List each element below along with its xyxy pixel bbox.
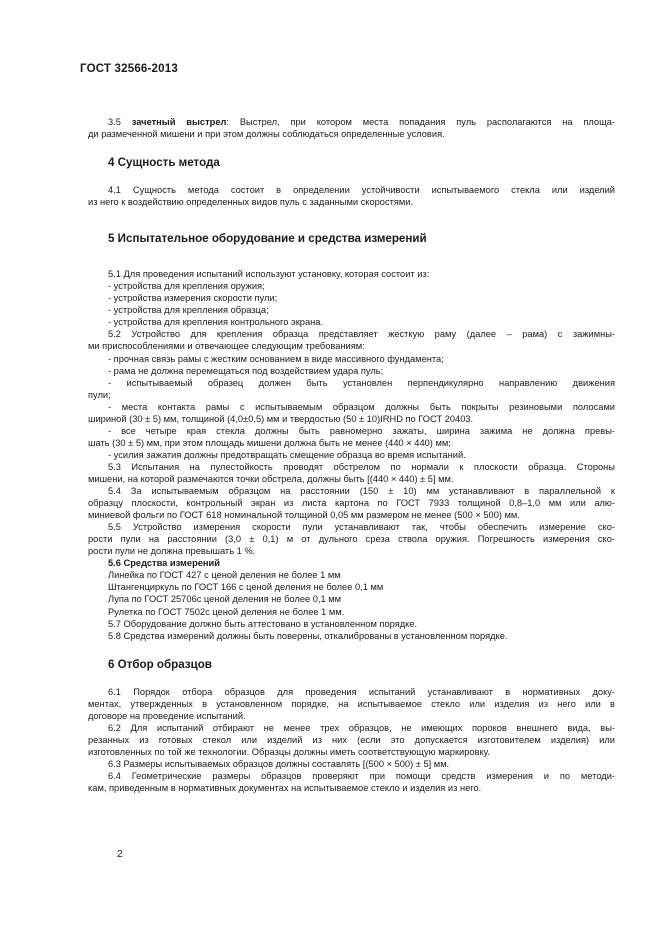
paragraph-line [88, 268, 615, 280]
line-text: 5.4 За испытываемым образцом на расстоянии (150 ± 10) мм устанавливают в параллельной к [108, 486, 615, 497]
line-text: : Выстрел, при котором места попадания пуль располагаются на площа- [226, 117, 615, 127]
paragraph-line [88, 734, 615, 746]
line-text: Рулетка по ГОСТ 7502с ценой деления не более 1 мм. [108, 606, 345, 617]
paragraph-line [88, 770, 615, 782]
line-text: изготовленных по той же технологии. Образцы должны иметь соответствующую маркировку. [88, 746, 490, 757]
paragraph-line [88, 533, 615, 545]
paragraph-line [88, 497, 615, 509]
paragraph-line [88, 521, 615, 533]
paragraph-line [88, 116, 615, 128]
line-text: Штангенциркуль по ГОСТ 166 с ценой деления не более 0,1 мм [108, 582, 384, 593]
bold-term: зачетный выстрел [131, 117, 227, 127]
paragraph-line [88, 425, 615, 437]
paragraph-line [88, 328, 615, 340]
paragraph-line [88, 710, 615, 722]
line-text: шириной (30 ± 5) мм, толщиной (4,0±0,5) мм и твердостью (50 ± 10)IRHD по ГОСТ 20403. [88, 413, 474, 424]
paragraph-line [88, 746, 615, 758]
line-text: рости пули не должна превышать 1 %. [88, 546, 256, 557]
paragraph-line [88, 280, 615, 292]
line-text: - места контакта рамы с испытываемым образцом должны быть покрыты резиновыми полосами [108, 401, 615, 412]
line-text: ментах, утвержденных в установленном порядке, на испытываемое стекло или изделия из него или в [88, 698, 615, 709]
line-text: 5.3 Испытания на пулестойкость проводят обстрелом по нормали к плоскости образца. Стороны [108, 461, 615, 472]
line-text: 6.2 Для испытаний отбирают не менее трех образцов, не имеющих пороков внешнего вида, вы- [108, 722, 615, 733]
line-text: Лупа по ГОСТ 25706с ценой деления не более 0,1 мм [108, 594, 342, 605]
line-text: рости пули на расстоянии (3,0 ± 0,1) м от дульного среза ствола оружия. Погрешность измерения ско- [88, 534, 615, 545]
line-text: Линейка по ГОСТ 427 с ценой деления не более 1 мм [108, 570, 341, 581]
paragraph-line [88, 184, 615, 196]
paragraph-line [88, 353, 615, 365]
paragraph-line [88, 437, 615, 449]
paragraph-line [88, 698, 615, 710]
line-text: 5.2 Устройство для крепления образца представляет жесткую раму (далее – рама) с зажимны- [108, 329, 615, 340]
line-text: кам, приведенным в нормативных документах на испытываемое стекло и изделия из него. [88, 783, 482, 794]
line-text: - устройства для крепления образца; [108, 305, 269, 316]
clause-number: 3.5 [108, 117, 132, 127]
paragraph-line [88, 606, 615, 618]
paragraph-line [88, 686, 615, 698]
paragraph-line [88, 581, 615, 593]
paragraph-line [88, 473, 615, 485]
paragraph-line [88, 449, 615, 461]
line-text: - устройства для крепления оружия; [108, 281, 265, 292]
line-text: 5.5 Устройство измерения скорости пули устанавливают так, чтобы обеспечить измерение ско- [108, 522, 615, 533]
paragraph-line [88, 413, 615, 425]
bold-term: 5.6 Средства измерений [108, 558, 220, 569]
section-heading [108, 232, 615, 246]
line-text: образцу плоскости, контрольный экран из листа картона по ГОСТ 7933 толщиной 0,8–1,0 мм или алю- [88, 498, 615, 509]
line-text: 4.1 Сущность метода состоит в определении устойчивости испытываемого стекла или изделий [108, 185, 615, 196]
line-text: 6.1 Порядок отбора образцов для проведения испытаний устанавливают в нормативных доку- [108, 686, 615, 697]
paragraph-line [88, 461, 615, 473]
line-text: ми приспособлениями и отвечающее следующим требованиям: [88, 341, 365, 352]
paragraph-line [88, 365, 615, 377]
line-text: резанных из готовых стекол или изделий из них (если это допускается изготовителем изделия) или [88, 734, 615, 745]
paragraph-line [88, 389, 615, 401]
paragraph-line [88, 340, 615, 352]
paragraph-line [88, 196, 615, 208]
line-text: - все четыре края стекла должны быть равномерно зажаты, ширина зажима не должна превы- [108, 425, 615, 436]
section-heading [108, 156, 615, 170]
paragraph-line [88, 316, 615, 328]
line-text: 5.7 Оборудование должно быть аттестовано в установленном порядке. [108, 618, 418, 629]
line-text: 6.4 Геометрические размеры образцов проверяют при помощи средств измерения и по методи- [108, 770, 615, 781]
section-heading [108, 658, 615, 672]
line-text: договоре на проведение испытаний. [88, 710, 246, 721]
paragraph-line [88, 618, 615, 630]
line-text: - испытываемый образец должен быть установлен перпендикулярно направлению движения [108, 377, 615, 388]
line-text: пули; [88, 389, 111, 400]
paragraph-line [88, 485, 615, 497]
paragraph-line [88, 509, 615, 521]
paragraph-line [88, 630, 615, 642]
line-text: шать (30 ± 5) мм, при этом площадь мишени должна быть не менее (440 × 440) мм; [88, 437, 451, 448]
section-heading-text: 4 Сущность метода [108, 156, 220, 170]
line-text: - прочная связь рамы с жестким основанием в виде массивного фундамента; [108, 353, 444, 364]
paragraph-line [88, 401, 615, 413]
paragraph-line [88, 758, 615, 770]
line-text: 5.8 Средства измерений должны быть поверены, откалиброваны в установленном порядке. [108, 630, 508, 641]
line-text: - усилия зажатия должны предотвращать смещение образца во время испытаний. [108, 449, 466, 460]
paragraph-line [88, 292, 615, 304]
paragraph-line [88, 304, 615, 316]
paragraph-line [88, 545, 615, 557]
page-number: 2 [117, 848, 123, 860]
paragraph-line [88, 782, 615, 794]
section-heading-text: 6 Отбор образцов [108, 657, 212, 671]
line-text: ди размеченной мишени и при этом должны соблюдаться определенные условия. [88, 129, 445, 140]
line-text: - рама не должна перемещаться под воздействием удара пуль; [108, 365, 384, 376]
paragraph-line [88, 557, 615, 569]
document-header: ГОСТ 32566-2013 [80, 63, 178, 75]
paragraph-line [88, 128, 615, 140]
line-text: - устройства измерения скорости пули; [108, 293, 278, 304]
section-heading-text: 5 Испытательное оборудование и средства измерений [108, 232, 427, 246]
paragraph-line [88, 722, 615, 734]
paragraph-line [88, 593, 615, 605]
line-text: - устройства для крепления контрольного экрана. [108, 317, 324, 328]
line-text: из него к воздействию определенных видов пуль с заданными скоростями. [88, 197, 414, 208]
line-text: 5.1 Для проведения испытаний используют установку, которая состоит из: [108, 269, 430, 280]
line-text: мишени, на которой размечаются точки обстрела, должны быть [(440 × 440) ± 5] мм. [88, 473, 454, 484]
line-text: 6.3 Размеры испытываемых образцов должны составлять [(500 × 500) ± 5] мм. [108, 758, 450, 769]
paragraph-line [88, 569, 615, 581]
line-text: миниевой фольги по ГОСТ 618 номинальной толщиной 0,05 мм размером не менее (500 × 500) мм. [88, 510, 520, 521]
paragraph-line [88, 377, 615, 389]
document-body [88, 116, 615, 794]
